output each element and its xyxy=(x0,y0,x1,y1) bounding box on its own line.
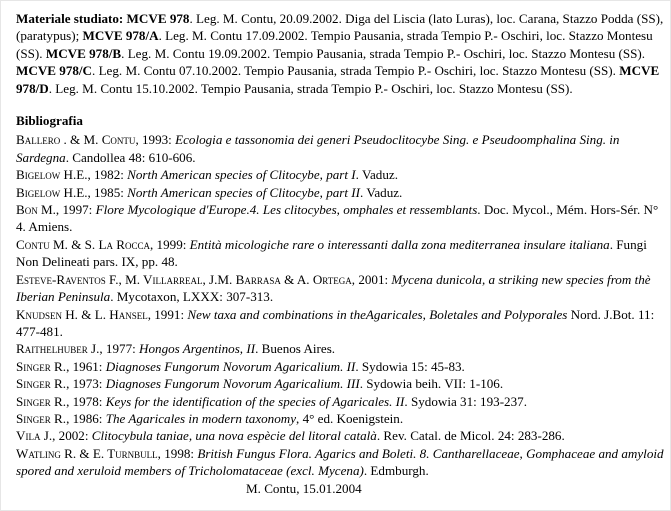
reference-year: , 1961: xyxy=(66,358,106,374)
reference-year: , 1985: xyxy=(87,184,128,200)
reference-year: , 1978: xyxy=(66,393,106,409)
reference-title: Clitocybula taniae, una nova espècie del litoral català xyxy=(91,428,377,444)
reference-authors: Watling R. & E. Turnbull xyxy=(16,445,158,461)
reference-title: Mycena dunicola, a striking new species from thè Iberian Peninsula xyxy=(16,271,651,305)
reference-publication: . Doc. Mycol., Mém. Hors-Sér. N° 4. Amiens. xyxy=(16,202,659,235)
reference-entry xyxy=(16,358,666,375)
reference-title: Keys for the identification of the species of Agaricales. II xyxy=(105,393,405,409)
reference-year: , 1999: xyxy=(150,236,190,252)
reference-list xyxy=(16,131,666,479)
reference-title: Entità micologiche rare o interessanti dalla zona mediterranea insulare italiana xyxy=(189,236,610,252)
specimen-code: MCVE 978 xyxy=(126,11,190,26)
reference-entry xyxy=(16,184,666,201)
reference-entry xyxy=(16,427,666,444)
reference-title: Diagnoses Fungorum Novorum Agaricalium. III xyxy=(105,376,360,392)
specimen-code: MCVE 978/A xyxy=(82,28,159,44)
reference-authors: Singer R. xyxy=(16,358,67,374)
reference-year: , 1986: xyxy=(66,410,106,426)
reference-authors: Singer R. xyxy=(16,376,67,392)
reference-entry xyxy=(16,236,666,271)
reference-title: The Agaricales in modern taxonomy xyxy=(105,410,297,426)
reference-publication: . Sydowia 31: 193-237. xyxy=(404,393,527,409)
reference-year: , 1998: xyxy=(157,445,198,461)
reference-authors: Singer R. xyxy=(16,393,67,409)
specimen-code: MCVE 978/D xyxy=(16,63,660,96)
signature: M. Contu, 15.01.2004 xyxy=(246,480,362,496)
reference-authors: Bigelow H.E. xyxy=(16,167,88,183)
specimen-code: MCVE 978/B xyxy=(45,45,122,61)
reference-publication: . Vaduz. xyxy=(360,184,403,200)
reference-entry xyxy=(16,306,666,341)
reference-title: North American species of Clitocybe, part II xyxy=(127,184,361,200)
reference-publication: . Sydowia beih. VII: 1-106. xyxy=(359,376,504,392)
materiale-studiato-paragraph xyxy=(16,10,666,97)
reference-authors: Ballero . & M. Contu xyxy=(16,132,136,148)
reference-publication: . Edmburgh. xyxy=(363,463,429,479)
reference-year: , 1973: xyxy=(66,376,106,392)
reference-entry xyxy=(16,393,666,410)
reference-authors: Bigelow H.E. xyxy=(16,184,88,200)
reference-title: North American species of Clitocybe, part I xyxy=(127,167,356,183)
reference-publication: . Mycotaxon, LXXX: 307-313. xyxy=(110,289,274,305)
specimen-code: MCVE 978/C xyxy=(16,63,93,79)
reference-entry xyxy=(16,201,666,236)
reference-authors: Singer R. xyxy=(16,410,67,426)
reference-authors: Knudsen H. & L. Hansel xyxy=(16,306,148,322)
reference-authors: Raithelhuber J. xyxy=(16,341,100,357)
reference-publication: . Rev. Catal. de Micol. 24: 283-286. xyxy=(376,428,565,444)
reference-title: Diagnoses Fungorum Novorum Agaricalium. II xyxy=(105,358,356,374)
reference-entry xyxy=(16,340,666,357)
reference-year: , 2002: xyxy=(52,428,92,444)
reference-title: Ecologia e tassonomia dei generi Pseudoclitocybe Sing. e Pseudoomphalina Sing. in Sardegna xyxy=(16,132,620,165)
reference-entry xyxy=(16,166,666,183)
reference-publication: . Buenos Aires. xyxy=(255,341,336,357)
reference-year: , 1993: xyxy=(135,132,176,148)
reference-entry xyxy=(16,445,666,480)
reference-title: New taxa and combinations in theAgaricales, Boletales and Polyporales xyxy=(187,306,568,322)
specimen-text: . Leg. M. Contu 15.10.2002. Tempio Pausania, strada Tempio P.- Oschiri, loc. Stazzo Montesu (SS). xyxy=(48,80,573,96)
reference-year: , 1982: xyxy=(87,167,128,183)
specimen-text: . Leg. M. Contu 19.09.2002. Tempio Pausania, strada Tempio P.- Oschiri, loc. Stazzo Montesu (SS). xyxy=(121,45,646,61)
reference-authors: Esteve-Raventos F., M. Villarreal, J.M. Barrasa & A. Ortega xyxy=(16,271,352,287)
reference-year: , 1991: xyxy=(147,306,188,322)
reference-publication: . Fungi Non Delineati pars. IX, pp. 48. xyxy=(16,236,647,270)
document-content xyxy=(16,10,666,497)
specimen-text: . Leg. M. Contu 17.09.2002. Tempio Pausania, strada Tempio P.- Oschiri, loc. Stazzo Montesu (SS). xyxy=(16,28,653,61)
reference-year: , 1997: xyxy=(55,202,96,218)
specimen-text: . Leg. M. Contu, 20.09.2002. Diga del Liscia (lato Luras), loc. Carana, Stazzo Podda (SS), (paratypus); xyxy=(16,11,664,44)
reference-year: , 1977: xyxy=(99,341,140,357)
reference-authors: Bon M. xyxy=(16,202,56,218)
reference-entry xyxy=(16,375,666,392)
reference-title: Flore Mycologique d'Europe.4. Les clitocybes, omphales et ressemblants xyxy=(95,202,478,218)
reference-authors: Contu M. & S. La Rocca xyxy=(16,236,150,252)
reference-title: Hongos Argentinos, II xyxy=(139,341,256,357)
materiale-lead: Materiale studiato: xyxy=(16,11,127,26)
bibliografia-heading: Bibliografia xyxy=(16,113,83,129)
reference-publication: . Candollea 48: 610-606. xyxy=(65,149,196,165)
reference-entry xyxy=(16,271,666,306)
reference-entry xyxy=(16,410,666,427)
reference-year: , 2001: xyxy=(351,271,392,287)
reference-publication: . Vaduz. xyxy=(355,167,398,183)
reference-title: British Fungus Flora. Agarics and Boleti. 8. Cantharellaceae, Gomphaceae and amyloid spored and xeruloid members of Tricholomataceae (excl. Mycena) xyxy=(16,445,664,479)
specimen-text: . Leg. M. Contu 07.10.2002. Tempio Pausania, strada Tempio P.- Oschiri, loc. Stazzo Montesu (SS). xyxy=(92,63,620,79)
reference-authors: Vila J. xyxy=(16,428,53,444)
reference-publication: Nord. J.Bot. 11: 477-481. xyxy=(16,306,655,339)
reference-publication: . Sydowia 15: 45-83. xyxy=(355,358,465,374)
reference-publication: , 4° ed. Koenigstein. xyxy=(296,410,404,426)
reference-entry xyxy=(16,131,666,166)
